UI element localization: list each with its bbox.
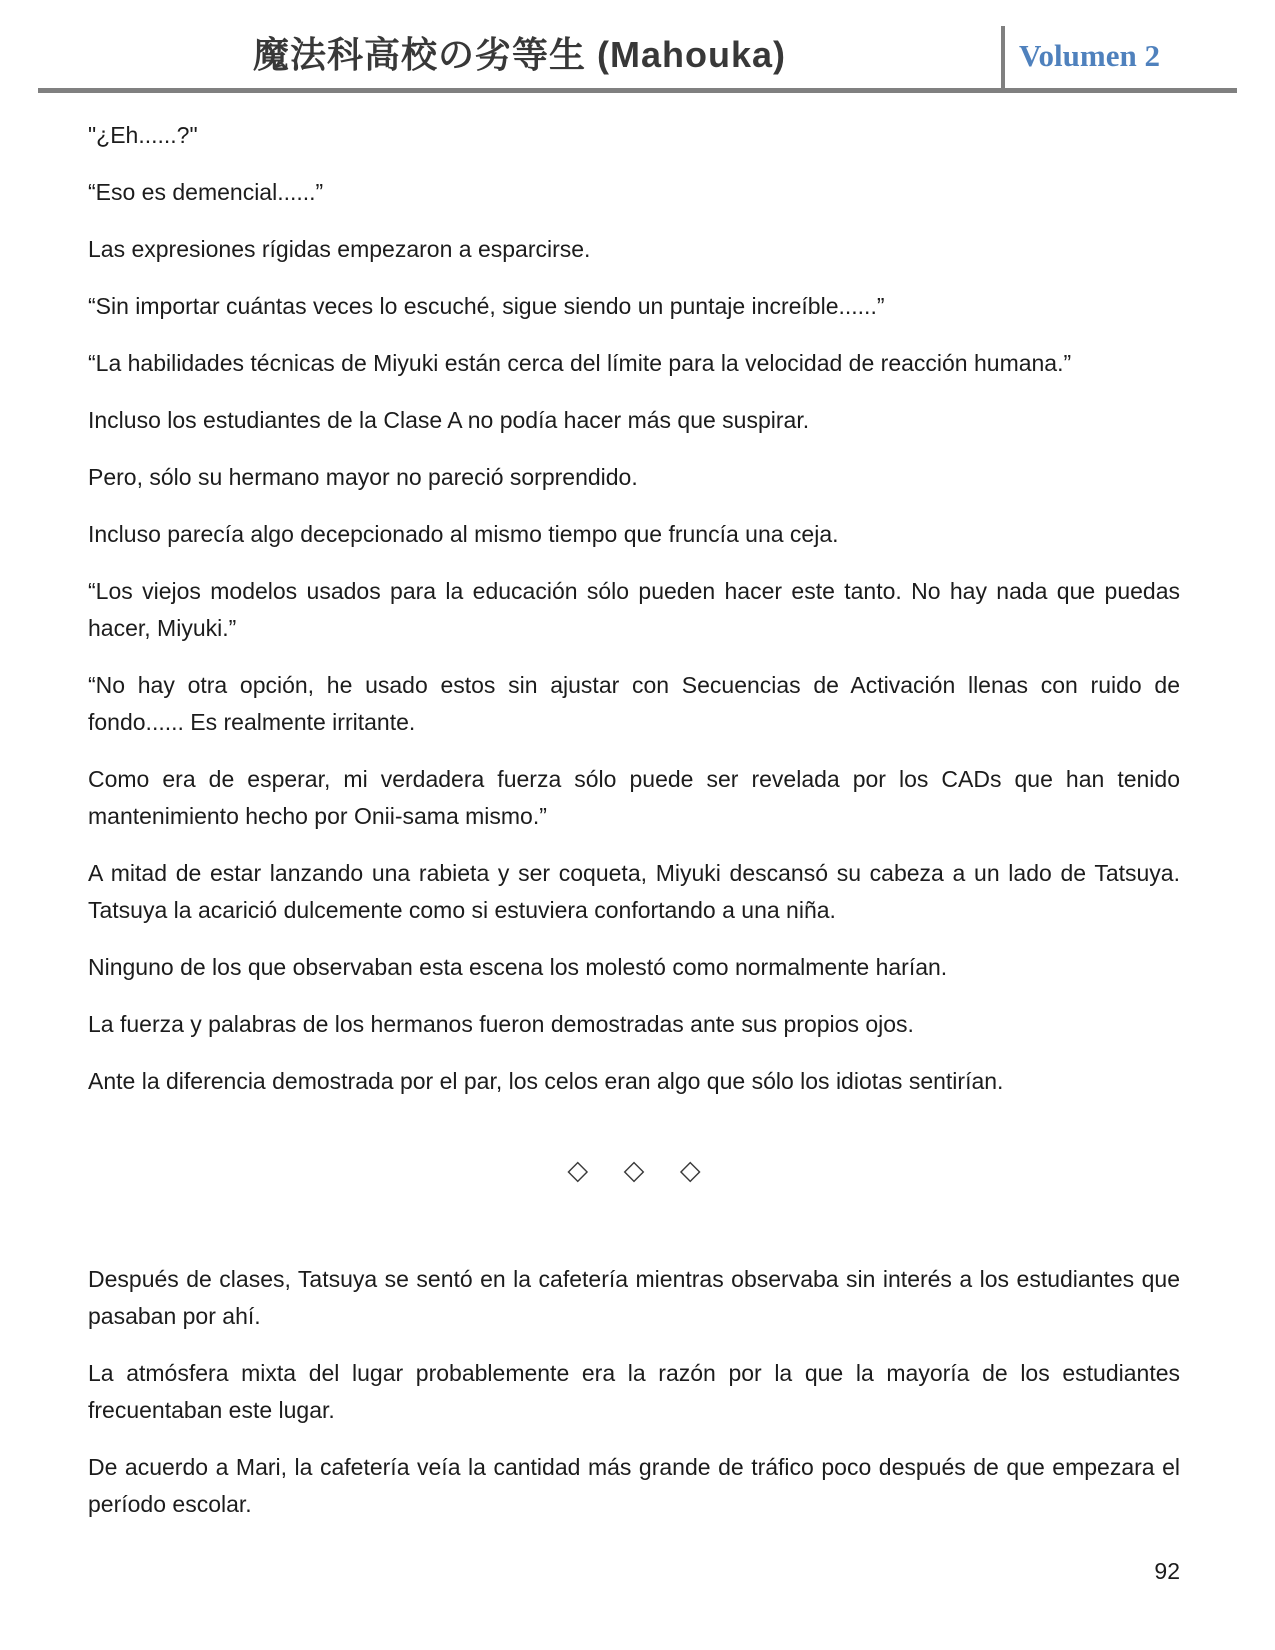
paragraph: Después de clases, Tatsuya se sentó en la cafetería mientras observaba sin interés a los estudiantes que pasaban por ahí. bbox=[88, 1266, 1180, 1329]
header-volume-area bbox=[1005, 38, 1237, 88]
paragraph: A mitad de estar lanzando una rabieta y ser coqueta, Miyuki descansó su cabeza a un lado de Tatsuya. Tatsuya la acarició dulcemente como si estuviera confortando a una niña. bbox=[88, 860, 1180, 923]
paragraph: “La habilidades técnicas de Miyuki están cerca del límite para la velocidad de reacción humana.” bbox=[88, 350, 1072, 376]
document-title: 魔法科高校の劣等生 (Mahouka) bbox=[252, 34, 786, 75]
paragraph: “Los viejos modelos usados para la educación sólo pueden hacer este tanto. No hay nada que puedas hacer, Miyuki.” bbox=[88, 578, 1180, 641]
page-header bbox=[38, 0, 1237, 88]
paragraph: Las expresiones rígidas empezaron a esparcirse. bbox=[88, 236, 591, 262]
paragraph: Pero, sólo su hermano mayor no pareció sorprendido. bbox=[88, 464, 638, 490]
volume-label: Volumen 2 bbox=[1019, 38, 1160, 73]
paragraph: Como era de esperar, mi verdadera fuerza sólo puede ser revelada por los CADs que han tenido mantenimiento hecho por Onii-sama mismo.” bbox=[88, 766, 1180, 829]
header-title-area bbox=[38, 27, 1001, 88]
paragraph: “Sin importar cuántas veces lo escuché, sigue siendo un puntaje increíble......” bbox=[88, 293, 885, 319]
paragraph: “No hay otra opción, he usado estos sin ajustar con Secuencias de Activación llenas con ruido de fondo...... Es realmente irritante. bbox=[88, 672, 1180, 735]
scene-separator-diamonds: ◇ ◇ ◇ bbox=[567, 1155, 715, 1185]
paragraph: Incluso los estudiantes de la Clase A no podía hacer más que suspirar. bbox=[88, 407, 810, 433]
paragraph: Ninguno de los que observaban esta escena los molestó como normalmente harían. bbox=[88, 954, 948, 980]
paragraph: La fuerza y palabras de los hermanos fueron demostradas ante sus propios ojos. bbox=[88, 1011, 914, 1037]
paragraph: Ante la diferencia demostrada por el par, los celos eran algo que sólo los idiotas sentirían. bbox=[88, 1068, 1004, 1094]
header-rule bbox=[38, 88, 1237, 93]
paragraph: "¿Eh......?" bbox=[88, 122, 198, 148]
paragraph: “Eso es demencial......” bbox=[88, 179, 324, 205]
page-content bbox=[88, 117, 1180, 1523]
paragraph: Incluso parecía algo decepcionado al mismo tiempo que fruncía una ceja. bbox=[88, 521, 839, 547]
page-number: 92 bbox=[1154, 1558, 1180, 1584]
paragraph: De acuerdo a Mari, la cafetería veía la cantidad más grande de tráfico poco después de que empezara el período escolar. bbox=[88, 1454, 1180, 1517]
paragraph: La atmósfera mixta del lugar probablemente era la razón por la que la mayoría de los estudiantes frecuentaban este lugar. bbox=[88, 1360, 1180, 1423]
